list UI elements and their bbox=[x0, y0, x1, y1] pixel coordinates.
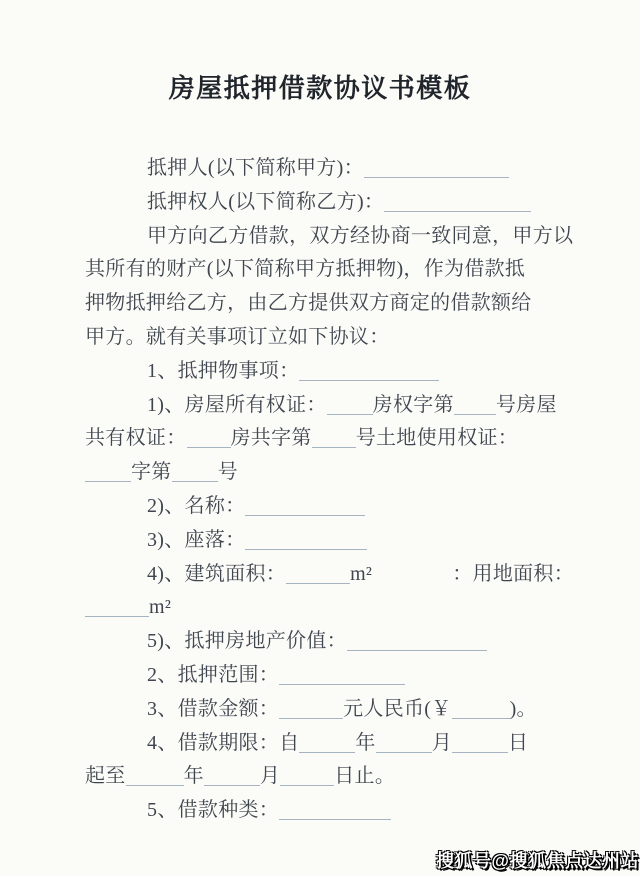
gap-spacer bbox=[372, 579, 452, 580]
fill-blank bbox=[327, 400, 373, 415]
text-segment: 字第 bbox=[131, 461, 172, 484]
text-segment: 日止。 bbox=[334, 765, 396, 788]
fill-blank bbox=[172, 467, 218, 482]
fill-blank bbox=[279, 670, 405, 685]
doc-body bbox=[85, 152, 575, 828]
fill-blank bbox=[204, 771, 260, 786]
doc-line bbox=[85, 659, 557, 693]
text-segment: 年 bbox=[355, 731, 376, 754]
text-segment: 其所有的财产(以下简称甲方抵押物)，作为借款抵 bbox=[85, 258, 526, 281]
text-segment: 1)、房屋所有权证： bbox=[147, 393, 327, 416]
fill-blank bbox=[364, 163, 509, 178]
doc-line bbox=[85, 220, 574, 254]
fill-blank bbox=[85, 602, 149, 617]
fill-blank bbox=[286, 569, 350, 584]
text-segment: )。 bbox=[509, 697, 537, 720]
doc-line bbox=[85, 490, 557, 524]
fill-blank bbox=[126, 771, 184, 786]
text-segment: 起至 bbox=[85, 765, 126, 788]
fill-blank bbox=[245, 535, 367, 550]
fill-blank bbox=[280, 771, 334, 786]
text-segment: m² bbox=[350, 562, 373, 585]
text-segment: 押物抵押给乙方，由乙方提供双方商定的借款额给 bbox=[85, 292, 532, 315]
doc-line bbox=[85, 152, 557, 186]
document-title: 房屋抵押借款协议书模板 bbox=[168, 73, 472, 103]
text-segment: 日 bbox=[508, 731, 529, 754]
text-segment: 号 bbox=[217, 461, 238, 484]
doc-line bbox=[85, 625, 557, 659]
text-segment: 3)、座落： bbox=[147, 528, 246, 551]
text-segment: 号房屋 bbox=[495, 393, 557, 416]
text-segment: 抵押人(以下简称甲方)： bbox=[147, 157, 364, 179]
text-segment: 年 bbox=[183, 765, 204, 788]
text-segment: 房权字第 bbox=[372, 393, 454, 416]
text-segment: 甲方向乙方借款，双方经协商一致同意，甲方以 bbox=[147, 224, 574, 247]
text-segment: 5)、抵押房地产价值： bbox=[147, 630, 347, 653]
fill-blank bbox=[85, 467, 131, 482]
doc-line bbox=[85, 456, 557, 490]
doc-line bbox=[85, 422, 557, 456]
fill-blank bbox=[452, 704, 510, 719]
fill-blank bbox=[299, 738, 355, 753]
text-segment: 5、借款种类： bbox=[147, 799, 280, 822]
fill-blank bbox=[312, 433, 356, 448]
text-segment: 月 bbox=[431, 731, 453, 754]
doc-line bbox=[85, 760, 557, 794]
doc-line bbox=[85, 794, 557, 828]
text-segment: 2)、名称： bbox=[147, 494, 246, 517]
text-segment: 共有权证： bbox=[85, 427, 187, 450]
doc-line bbox=[85, 389, 557, 423]
text-segment: 4、借款期限：自 bbox=[147, 731, 300, 754]
text-segment: 4)、建筑面积： bbox=[147, 562, 287, 585]
doc-line bbox=[85, 321, 557, 355]
doc-line bbox=[85, 287, 557, 321]
doc-line bbox=[85, 355, 557, 389]
text-segment: 号土地使用权证： bbox=[355, 427, 519, 450]
text-segment: 2、抵押范围： bbox=[147, 663, 280, 686]
doc-line bbox=[85, 253, 557, 287]
fill-blank bbox=[245, 501, 365, 516]
doc-line bbox=[85, 558, 575, 592]
text-segment: 元人民币(￥ bbox=[343, 697, 452, 720]
doc-line bbox=[85, 693, 557, 727]
doc-line bbox=[85, 186, 557, 220]
fill-blank bbox=[384, 197, 531, 212]
fill-blank bbox=[299, 366, 439, 381]
text-segment: m² bbox=[149, 596, 172, 619]
fill-blank bbox=[279, 805, 391, 820]
watermark-badge: 搜狐号@搜狐焦点达州站 bbox=[435, 851, 639, 871]
text-segment: ：用地面积： bbox=[452, 562, 575, 585]
doc-line bbox=[85, 524, 557, 558]
doc-line bbox=[85, 727, 557, 761]
fill-blank bbox=[187, 433, 231, 448]
fill-blank bbox=[279, 704, 343, 719]
fill-blank bbox=[376, 738, 432, 753]
text-segment: 甲方。就有关事项订立如下协议： bbox=[85, 325, 390, 348]
fill-blank bbox=[454, 400, 496, 415]
fill-blank bbox=[347, 636, 487, 651]
text-segment: 3、借款金额： bbox=[147, 697, 280, 720]
doc-line bbox=[85, 591, 557, 625]
text-segment: 1、抵押物事项： bbox=[147, 359, 300, 382]
text-segment: 抵押权人(以下简称乙方)： bbox=[147, 190, 385, 213]
fill-blank bbox=[452, 738, 508, 753]
text-segment: 月 bbox=[259, 765, 281, 788]
text-segment: 房共字第 bbox=[230, 427, 312, 450]
